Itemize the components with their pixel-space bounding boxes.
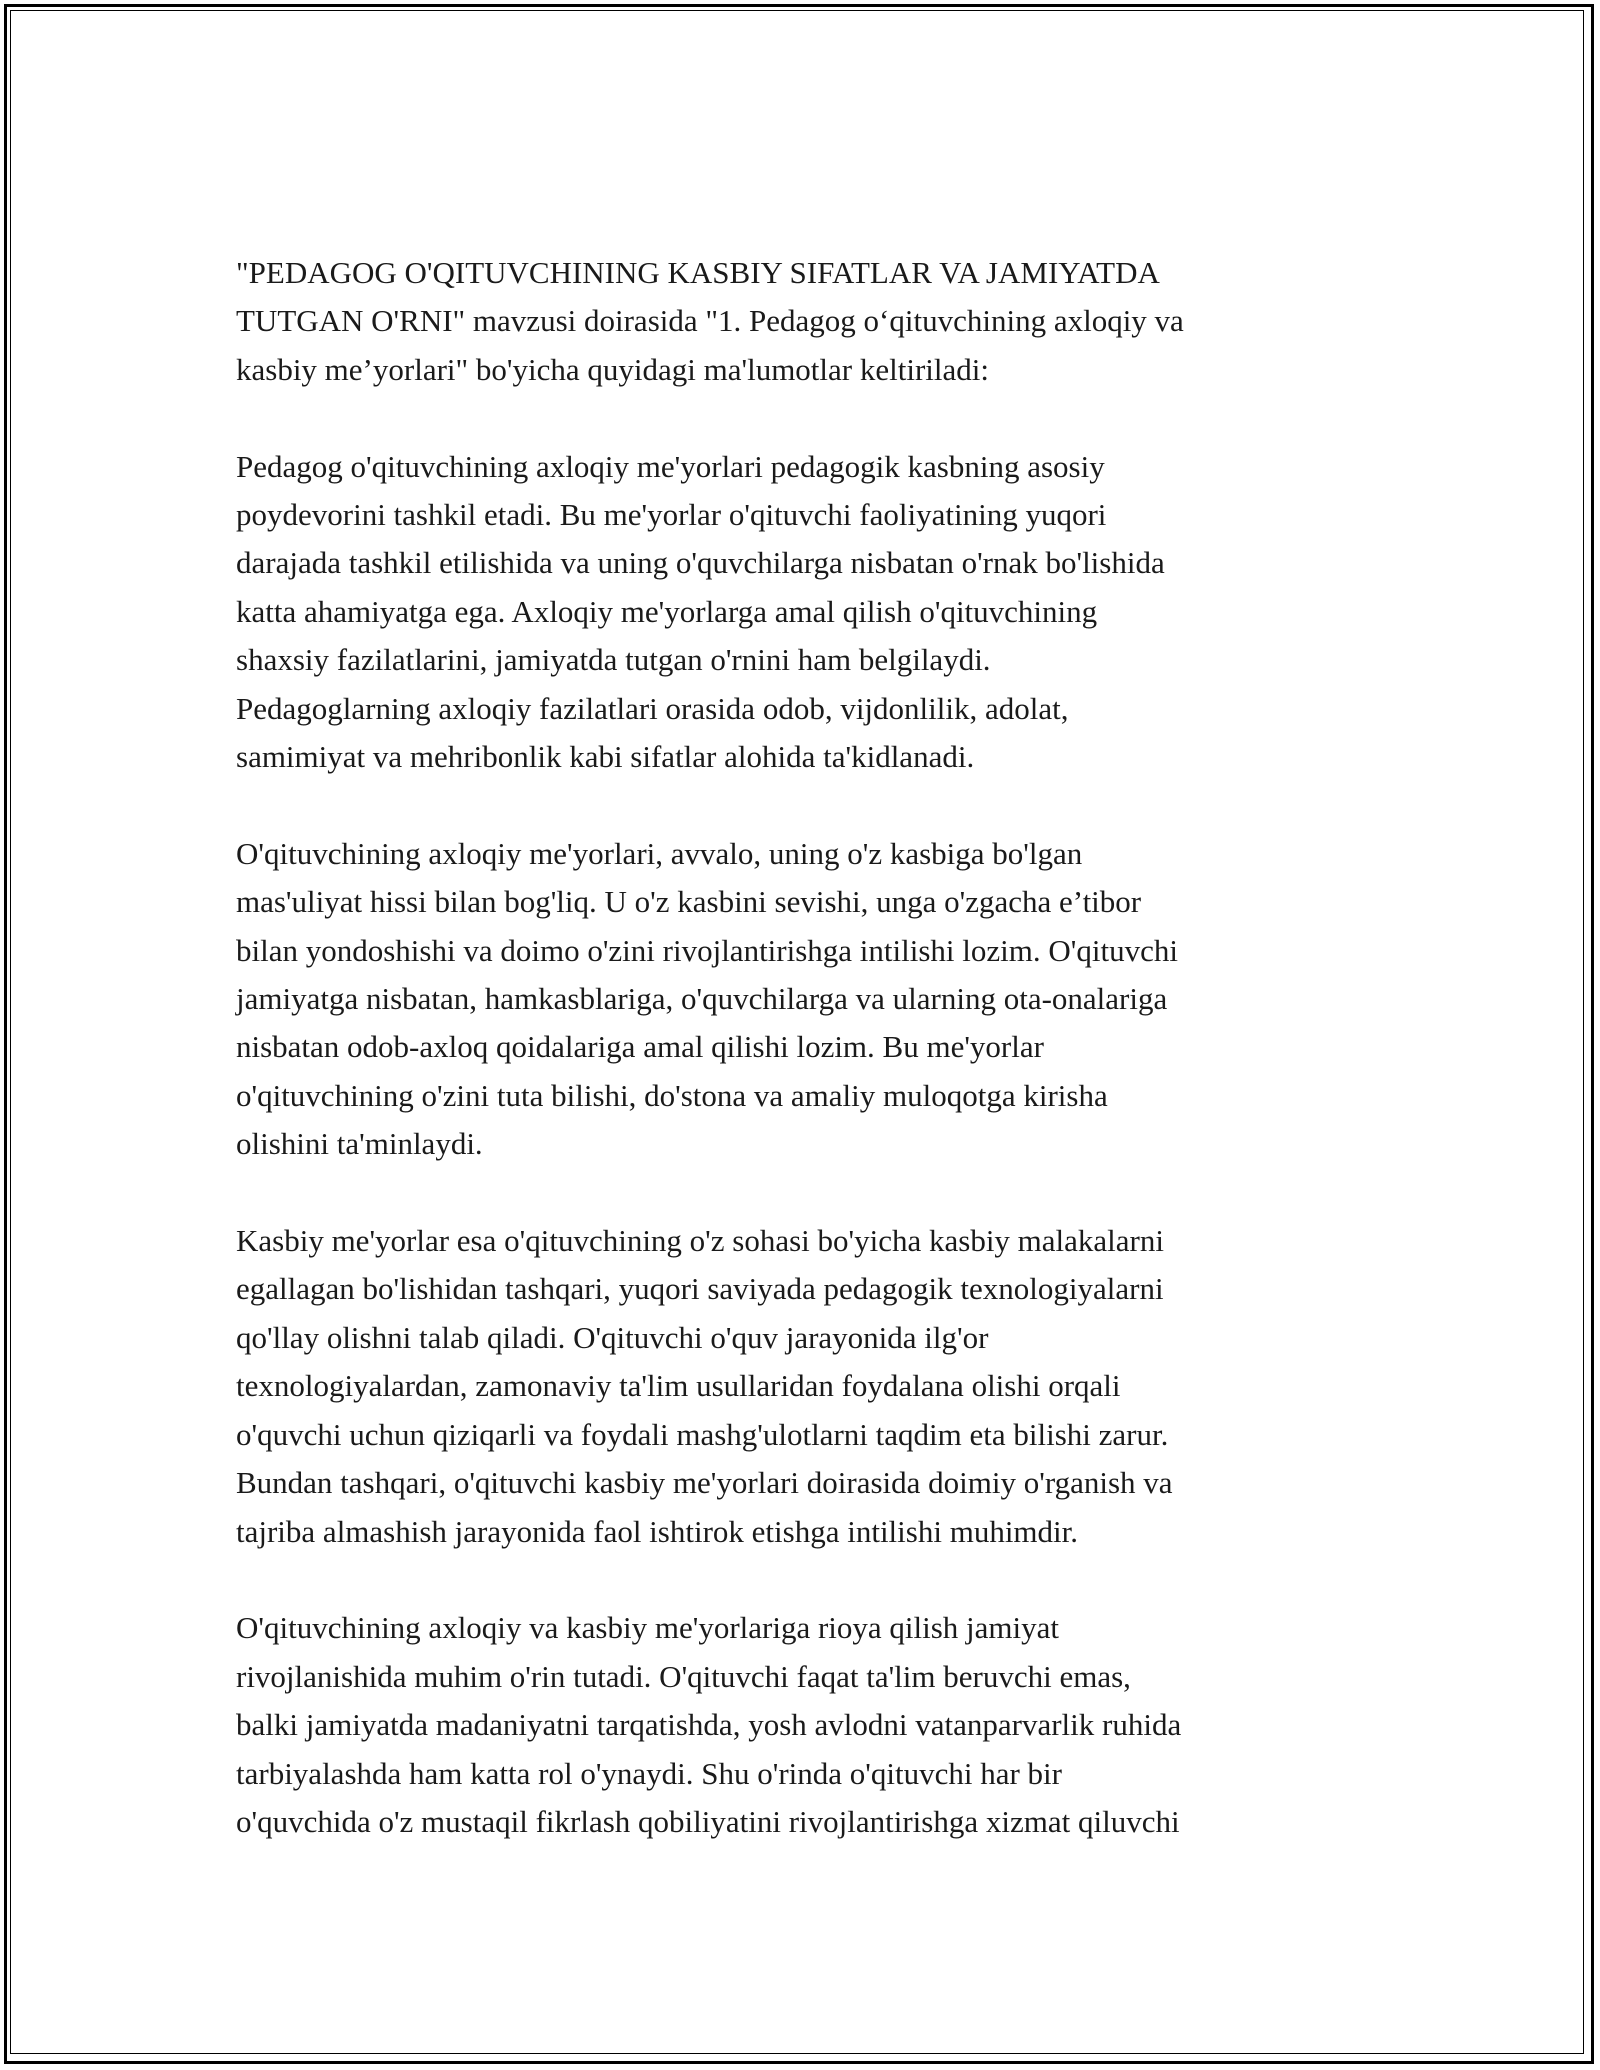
document-body: [236, 249, 1376, 1895]
text-line: o'quvchi uchun qiziqarli va foydali mashg'ulotlarni taqdim eta bilishi zarur.: [236, 1416, 1169, 1452]
text-line: Kasbiy me'yorlar esa o'qituvchining o'z sohasi bo'yicha kasbiy malakalarni: [236, 1223, 1164, 1259]
text-line: "PEDAGOG O'QITUVCHINING KASBIY SIFATLAR VA JAMIYATDA: [236, 255, 1160, 290]
text-line: rivojlanishida muhim o'rin tutadi. O'qituvchi faqat ta'lim beruvchi emas,: [236, 1658, 1131, 1694]
text-line: egallagan bo'lishidan tashqari, yuqori saviyada pedagogik texnologiyalarni: [236, 1271, 1164, 1307]
text-line: Bundan tashqari, o'qituvchi kasbiy me'yorlari doirasida doimiy o'rganish va: [236, 1465, 1173, 1501]
text-line: katta ahamiyatga ega. Axloqiy me'yorlarga amal qilish o'qituvchining: [236, 593, 1098, 629]
text-line: bilan yondoshishi va doimo o'zini rivojlantirishga intilishi lozim. O'qituvchi: [236, 932, 1178, 968]
text-line: jamiyatga nisbatan, hamkasblariga, o'quvchilarga va ularning ota-onalariga: [236, 981, 1168, 1017]
text-line: samimiyat va mehribonlik kabi sifatlar alohida ta'kidlanadi.: [236, 739, 975, 775]
text-line: tajriba almashish jarayonida faol ishtirok etishga intilishi muhimdir.: [236, 1513, 1079, 1549]
text-line: texnologiyalardan, zamonaviy ta'lim usullaridan foydalana olishi orqali: [236, 1368, 1121, 1404]
text-line: qo'llay olishni talab qiladi. O'qituvchi o'quv jarayonida ilg'or: [236, 1319, 989, 1355]
text-line: kasbiy me’yorlari" bo'yicha quyidagi ma'lumotlar keltiriladi:: [236, 351, 989, 387]
text-line: balki jamiyatda madaniyatni tarqatishda, yosh avlodni vatanparvarlik ruhida: [236, 1707, 1182, 1743]
paragraph-intro: [236, 249, 1376, 394]
text-line: mas'uliyat hissi bilan bog'liq. U o'z kasbini sevishi, unga o'zgacha e’tibor: [236, 884, 1142, 920]
text-line: TUTGAN O'RNI" mavzusi doirasida "1. Pedagog o‘qituvchining axloqiy va: [236, 303, 1184, 339]
text-line: poydevorini tashkil etadi. Bu me'yorlar o'qituvchi faoliyatining yuqori: [236, 497, 1107, 533]
text-line: tarbiyalashda ham katta rol o'ynaydi. Shu o'rinda o'qituvchi har bir: [236, 1755, 1062, 1791]
text-line: O'qituvchining axloqiy va kasbiy me'yorlariga rioya qilish jamiyat: [236, 1610, 1060, 1646]
text-line: darajada tashkil etilishida va uning o'quvchilarga nisbatan o'rnak bo'lishida: [236, 545, 1165, 581]
text-line: shaxsiy fazilatlarini, jamiyatda tutgan o'rnini ham belgilaydi.: [236, 642, 991, 678]
paragraph-ethical-norms: [236, 443, 1376, 782]
text-line: Pedagoglarning axloqiy fazilatlari orasida odob, vijdonlilik, adolat,: [236, 690, 1069, 726]
paragraph-society-role: [236, 1604, 1376, 1846]
paragraph-professional-norms: [236, 1217, 1376, 1556]
text-line: Pedagog o'qituvchining axloqiy me'yorlari pedagogik kasbning asosiy: [236, 448, 1105, 484]
text-line: o'quvchida o'z mustaqil fikrlash qobiliyatini rivojlantirishga xizmat qiluvchi: [236, 1803, 1180, 1839]
text-line: nisbatan odob-axloq qoidalariga amal qilishi lozim. Bu me'yorlar: [236, 1029, 1044, 1065]
text-line: o'qituvchining o'zini tuta bilishi, do'stona va amaliy muloqotga kirisha: [236, 1077, 1108, 1113]
text-line: olishini ta'minlaydi.: [236, 1126, 483, 1162]
paragraph-responsibility: [236, 830, 1376, 1169]
text-line: O'qituvchining axloqiy me'yorlari, avvalo, uning o'z kasbiga bo'lgan: [236, 835, 1083, 871]
